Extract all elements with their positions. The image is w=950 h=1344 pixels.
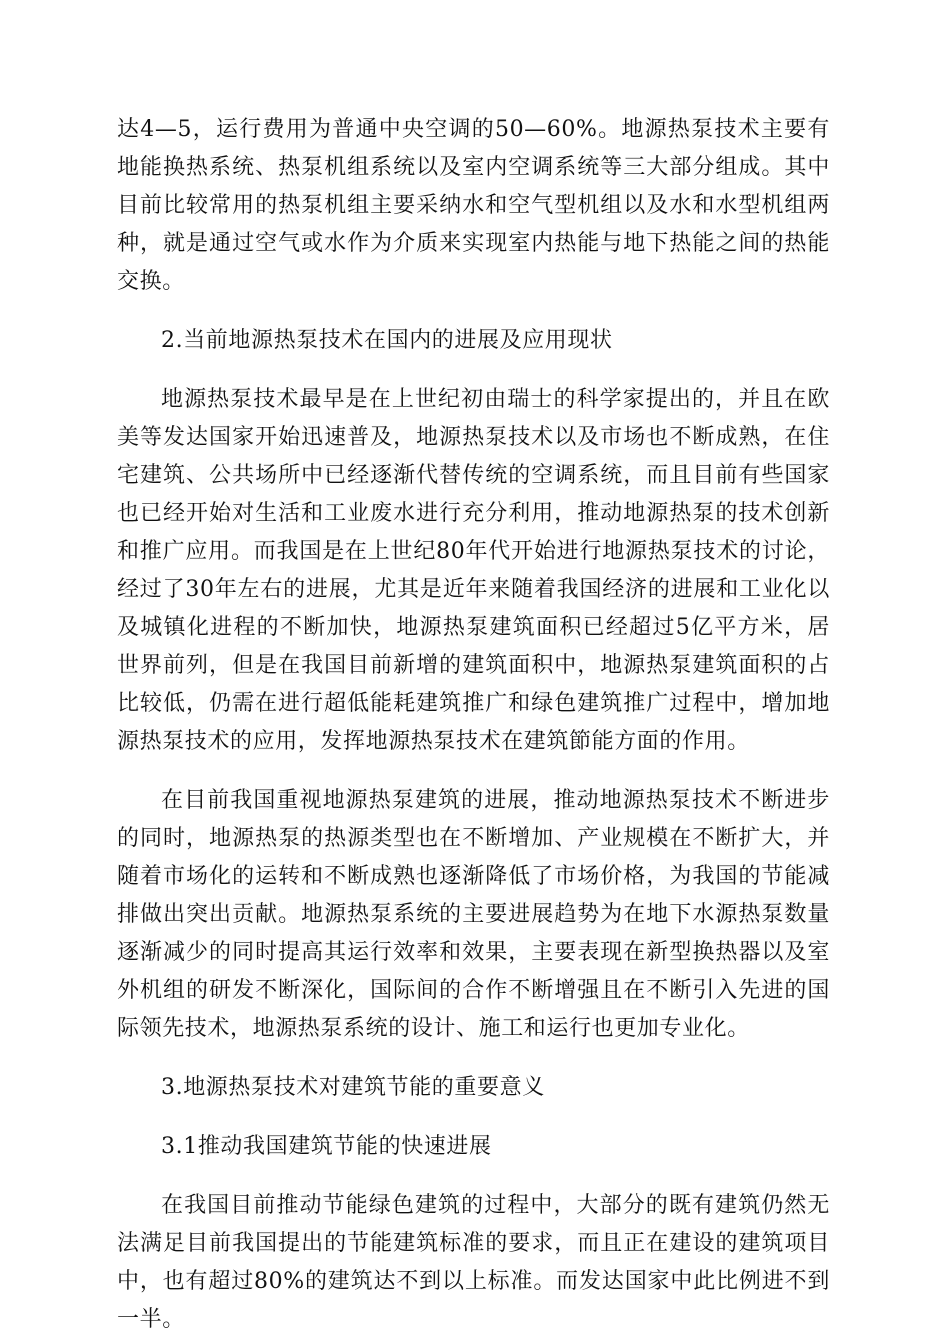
subsection-heading-3-1: 3.1推动我国建筑节能的快速进展 (161, 1134, 492, 1159)
paragraph-development-trend: 在目前我国重视地源热泵建筑的进展，推动地源热泵技术不断进步的同时，地源热泵的热源类型也在不断增加、产业规模在不断扩大，并随着市场化的运转和不断成熟也逐渐降低了市场价格，为我国的节能减排做出突出贡献。地源热泵系统的主要进展趋势为在地下水源热泵数量逐渐减少的同时提高其运行效率和效果，主要表现在新型换热器以及室外机组的研发不断深化，国际间的合作不断增强且在不断引入先进的国际领先技术，地源热泵系统的设计、施工和运行也更加专业化。 (117, 788, 830, 1041)
paragraph-development-status: 地源热泵技术最早是在上世纪初由瑞士的科学家提出的，并且在欧美等发达国家开始迅速普及，地源热泵技术以及市场也不断成熟，在住宅建筑、公共场所中已经逐渐代替传统的空调系统，而且目前有些国家也已经开始对生活和工业废水进行充分利用，推动地源热泵的技术创新和推广应用。而我国是在上世纪80年代开始进行地源热泵技术的讨论，经过了30年左右的进展，尤其是近年来随着我国经济的进展和工业化以及城镇化进程的不断加快，地源热泵建筑面积已经超过5亿平方米，居世界前列，但是在我国目前新增的建筑面积中，地源热泵建筑面积的占比较低，仍需在进行超低能耗建筑推广和绿色建筑推广过程中，增加地源热泵技术的应用，发挥地源热泵技术在建筑節能方面的作用。 (117, 387, 830, 754)
paragraph-continued: 达4—5，运行费用为普通中央空调的50—60%。地源热泵技术主要有地能换热系统、热泵机组系统以及室内空调系统等三大部分组成。其中目前比较常用的热泵机组主要采纳水和空气型机组以及水和水型机组两种，就是通过空气或水作为介质来实现室内热能与地下热能之间的热能交换。 (117, 117, 830, 294)
section-heading-2: 2.当前地源热泵技术在国内的进展及应用现状 (161, 328, 613, 353)
document-body (117, 111, 830, 1339)
section-heading-3: 3.地源热泵技术对建筑节能的重要意义 (161, 1075, 545, 1100)
paragraph-building-energy: 在我国目前推动节能绿色建筑的过程中，大部分的既有建筑仍然无法满足目前我国提出的节能建筑标准的要求，而且正在建设的建筑项目中，也有超过80%的建筑达不到以上标准。而发达国家中此比例进不到一半。 (117, 1193, 830, 1332)
